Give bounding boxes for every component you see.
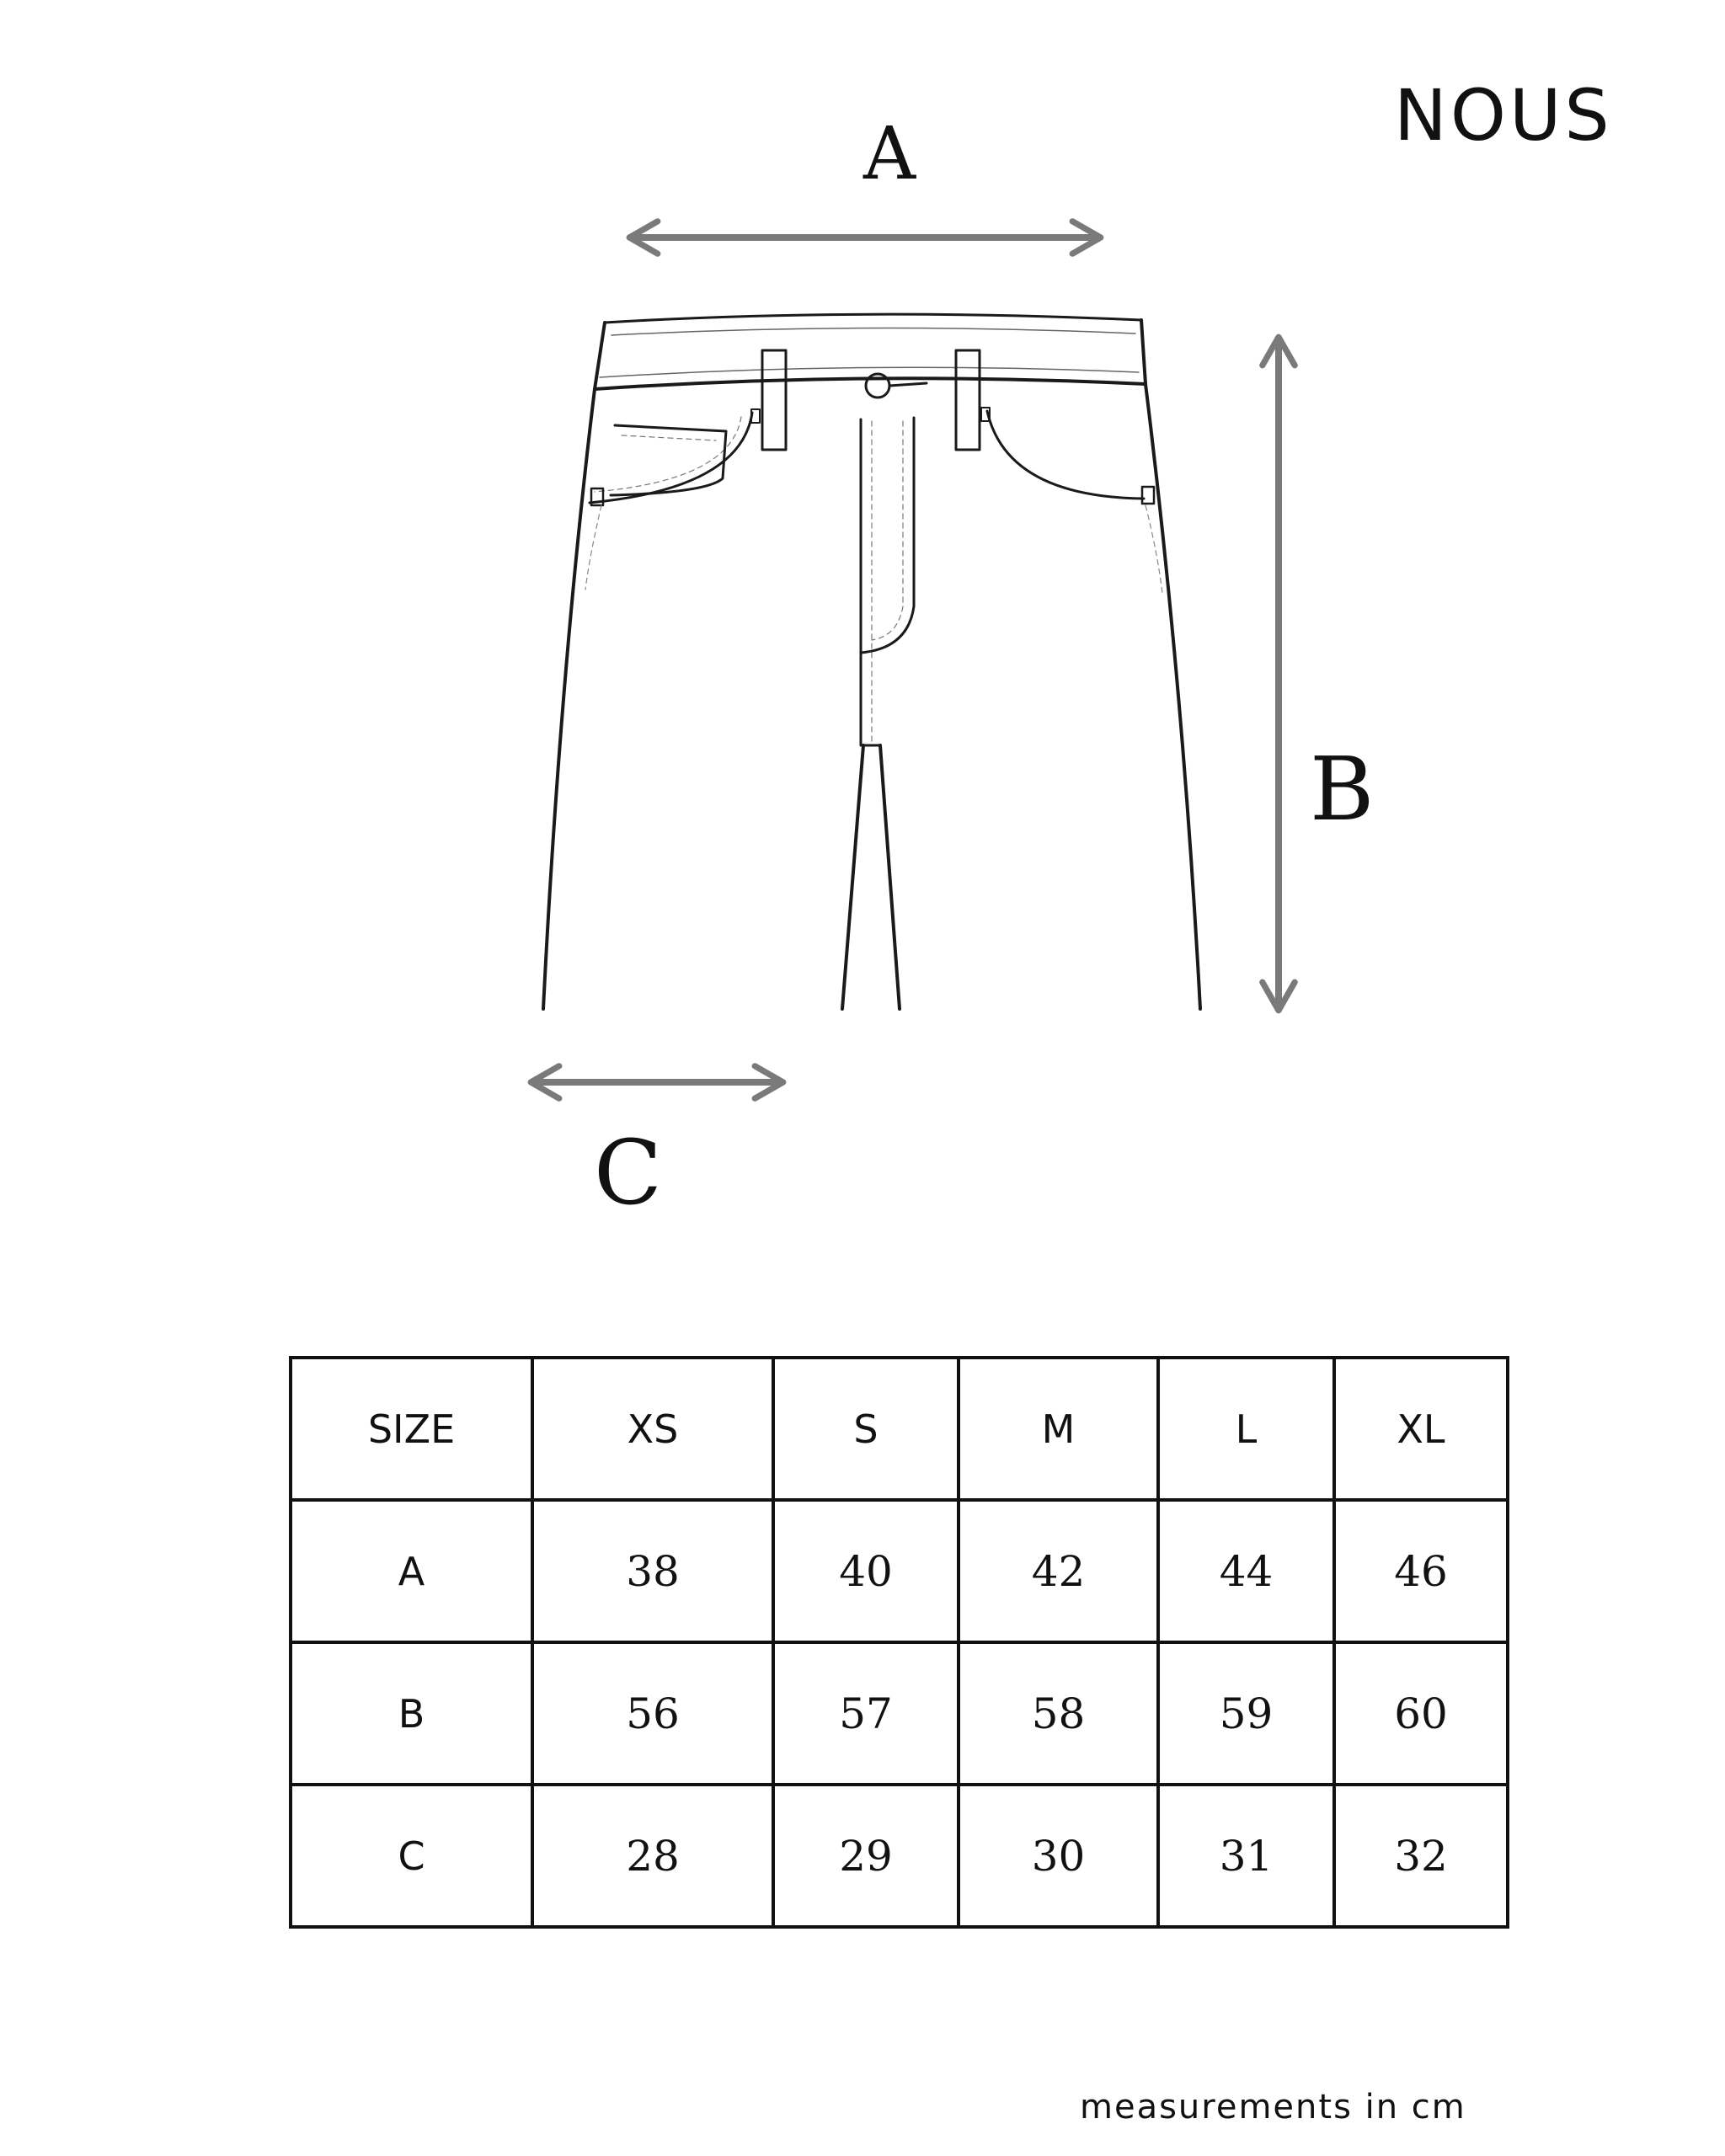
table-cell: 29 [773,1785,959,1927]
brand-logo: NOUS [1394,74,1613,157]
table-cell: 57 [773,1642,959,1785]
table-header-cell: XS [532,1358,773,1500]
table-cell: 42 [959,1500,1158,1642]
table-cell: 46 [1334,1500,1508,1642]
table-cell: 59 [1158,1642,1334,1785]
table-cell: 56 [532,1642,773,1785]
table-cell: 32 [1334,1785,1508,1927]
table-cell: 28 [532,1785,773,1927]
table-row [291,1500,1508,1642]
row-label-cell: B [291,1642,532,1785]
row-label-cell: C [291,1785,532,1927]
table-row [291,1785,1508,1927]
table-cell: 38 [532,1500,773,1642]
jeans-outline [543,314,1200,1009]
table-cell: 58 [959,1642,1158,1785]
table-header-row [291,1358,1508,1500]
table-cell: 30 [959,1785,1158,1927]
table-cell: 40 [773,1500,959,1642]
table-header-cell: M [959,1358,1158,1500]
table-header-cell: SIZE [291,1358,532,1500]
measurement-unit-note: measurements in cm [1080,2088,1466,2127]
table-cell: 60 [1334,1642,1508,1785]
dimension-label-a: A [863,112,916,196]
table-header-cell: XL [1334,1358,1508,1500]
table-header-cell: L [1158,1358,1334,1500]
table-header-cell: S [773,1358,959,1500]
dimension-label-c: C [594,1121,663,1225]
dimension-label-b: B [1310,738,1375,841]
table-cell: 44 [1158,1500,1334,1642]
table-cell: 31 [1158,1785,1334,1927]
table-row [291,1642,1508,1785]
row-label-cell: A [291,1500,532,1642]
size-chart-table [289,1356,1509,1929]
